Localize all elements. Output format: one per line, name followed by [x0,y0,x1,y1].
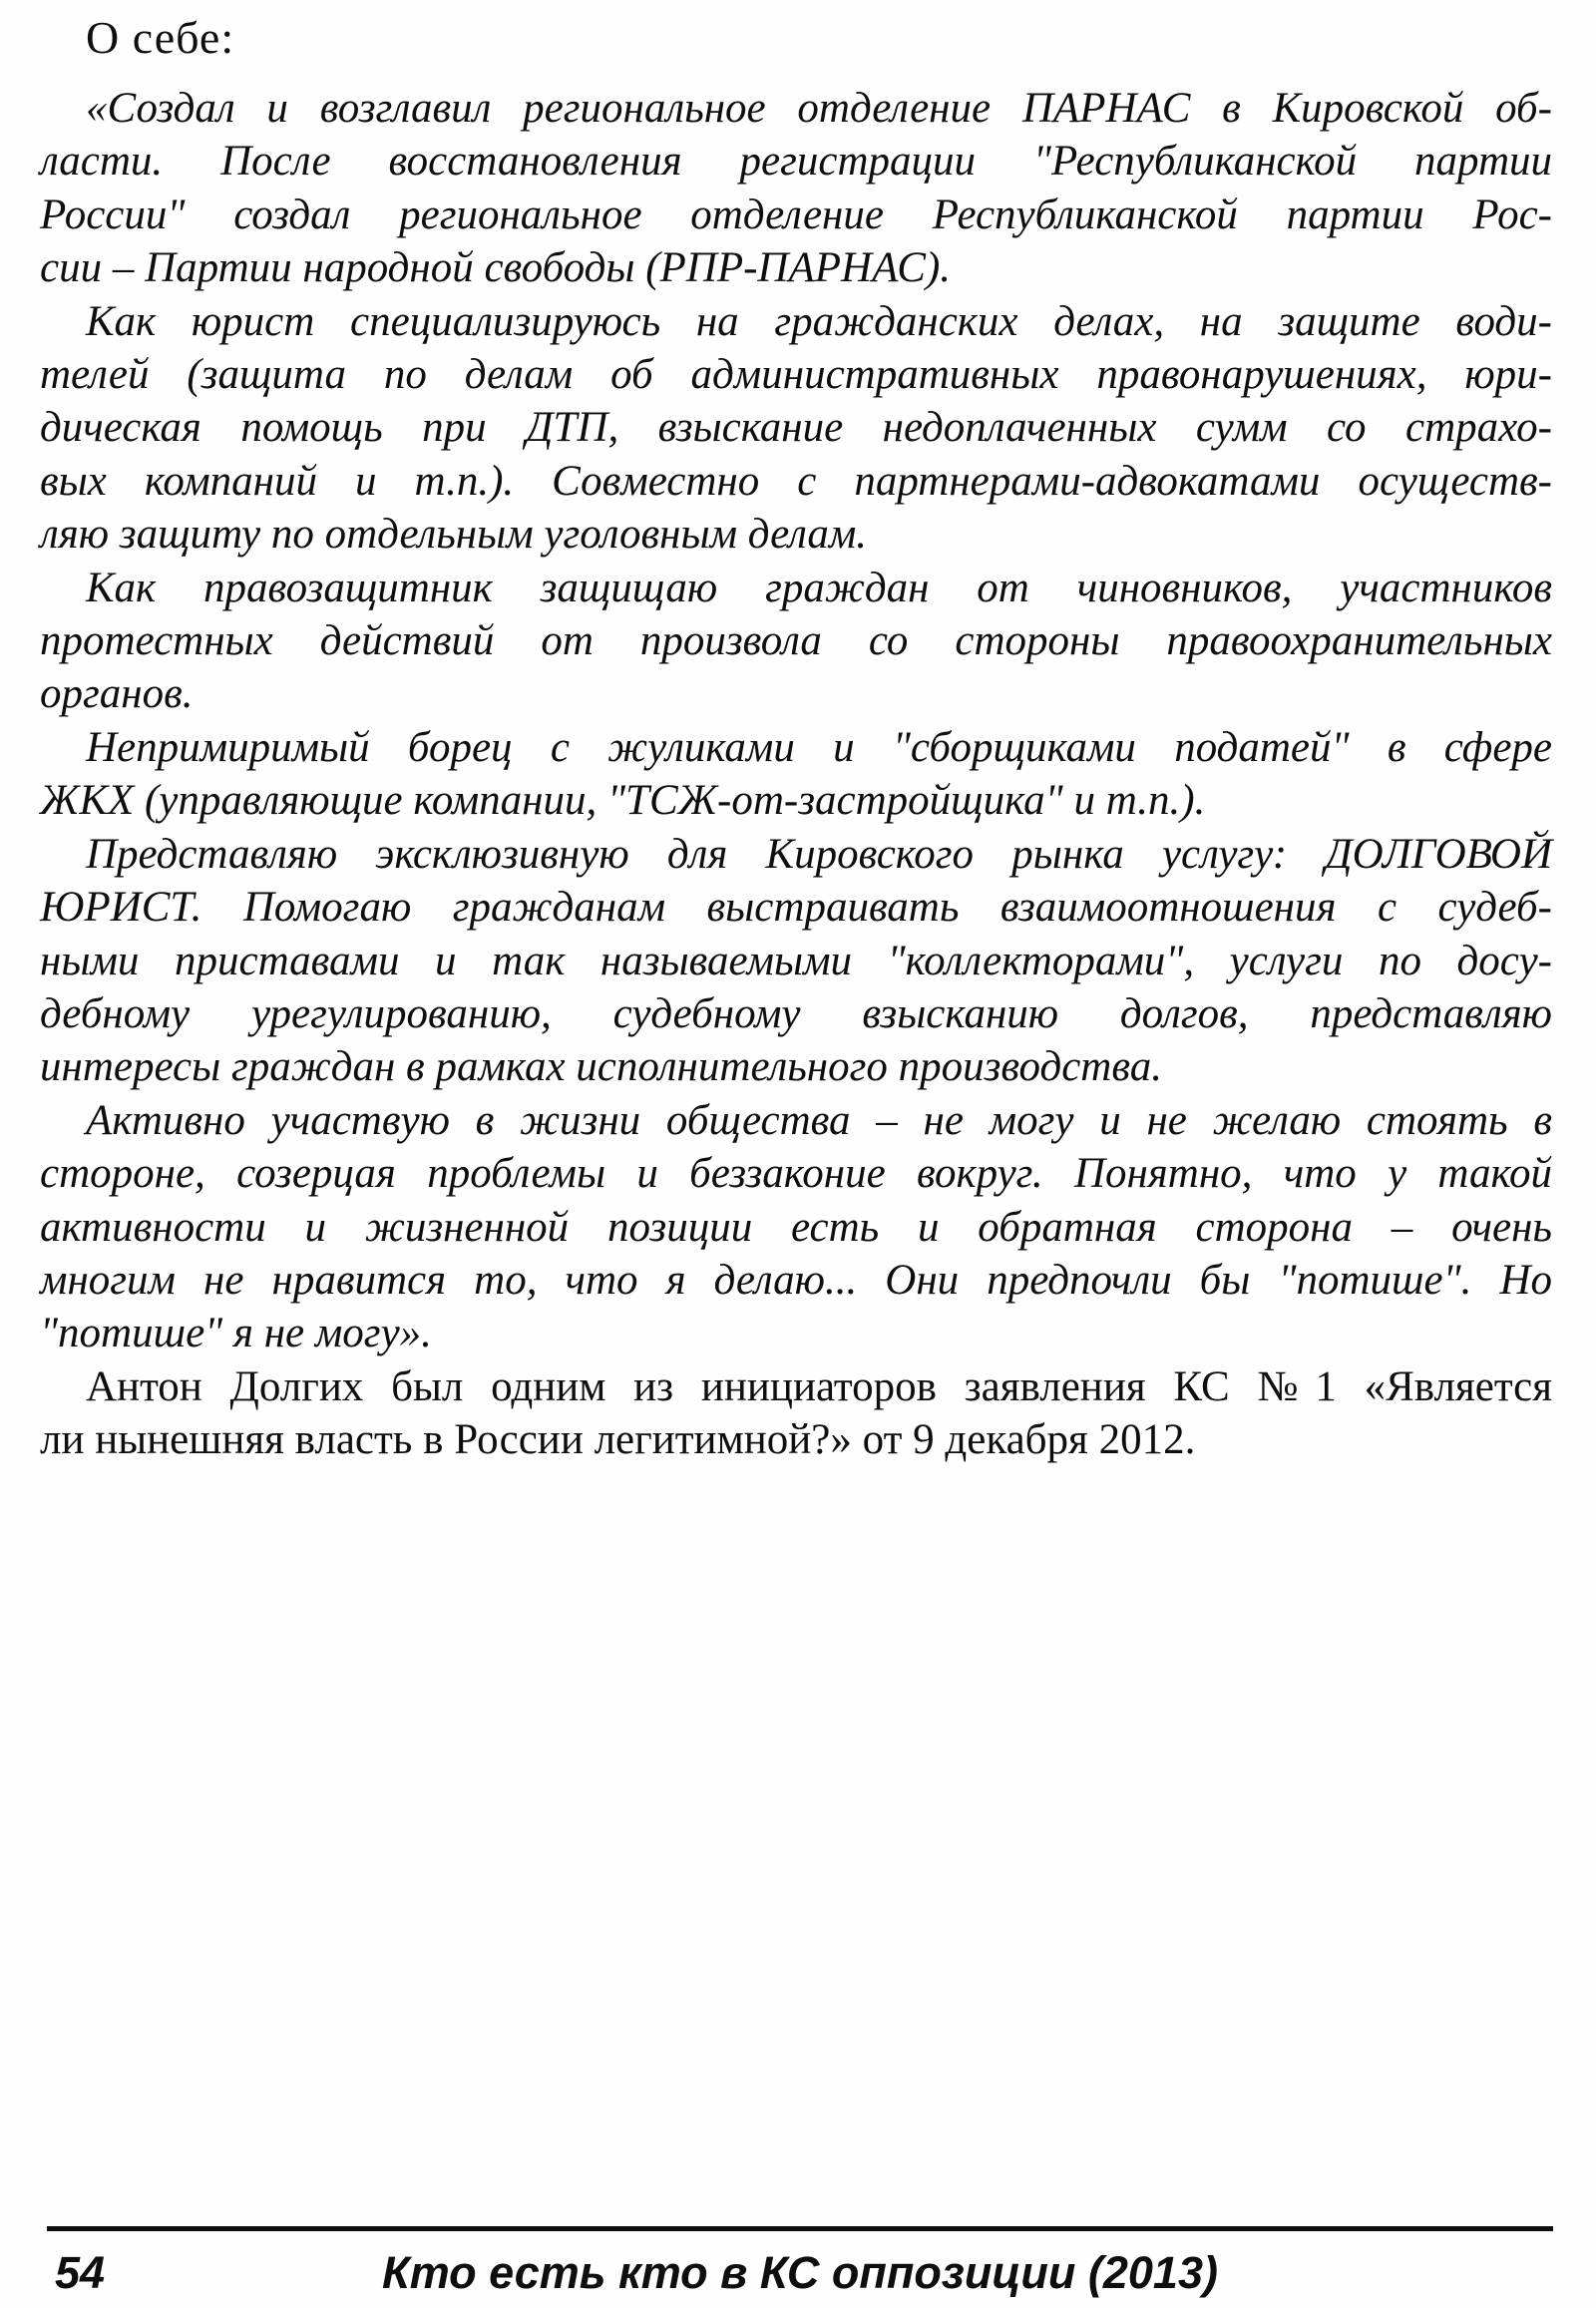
footer-rule [47,2226,1553,2231]
text-line: ляю защиту по отдельным уголовным делам. [40,511,868,559]
text-line: ными приставами и так называемыми "коллекторами", услуги по досу- [40,937,1552,984]
text-line: Непримиримый борец с жуликами и "сборщиками податей" в сфере [86,723,1552,771]
text-line: телей (защита по делам об административных правонарушениях, юри- [40,351,1552,399]
text-line: «Создал и возглавил региональное отделение ПАРНАС в Кировской об- [86,85,1552,132]
text-line: Представляю эксклюзивную для Кировского рынка услугу: ДОЛГОВОЙ [86,830,1552,878]
paragraph [40,295,1552,562]
text-line: стороне, созерцая проблемы и беззаконие вокруг. Понятно, что у такой [40,1150,1552,1198]
text-line: вых компаний и т.п.). Совместно с партнерами-адвокатами осуществ- [40,457,1552,505]
text-line: сии – Партии народной свободы (РПР-ПАРНАС). [40,244,952,292]
text-line: Антон Долгих был одним из инициаторов заявления КС №1 «Является [86,1362,1552,1410]
text-line: дебному урегулированию, судебному взысканию долгов, представляю [40,989,1552,1037]
text-line: России" создал региональное отделение Республиканской партии Рос- [40,191,1552,238]
text-line: интересы граждан в рамках исполнительного производства. [40,1043,1162,1091]
body-text [40,82,1552,1467]
page-footer [47,2241,1553,2305]
paragraph [40,1360,1552,1467]
section-heading: О себе: [86,12,235,63]
text-line: ЮРИСТ. Помогаю гражданам выстраивать взаимоотношения с судеб- [40,884,1552,932]
text-line: Как правозащитник защищаю граждан от чиновников, участников [86,564,1552,611]
text-line: активности и жизненной позиции есть и обратная сторона – очень [40,1203,1552,1251]
paragraph [40,82,1552,295]
running-title: Кто есть кто в КС оппозиции (2013) [382,2247,1218,2298]
text-line: Активно участвую в жизни общества – не могу и не желаю стоять в [86,1096,1552,1144]
text-line: ласти. После восстановления регистрации "Республиканской партии [40,138,1552,186]
text-line: протестных действий от произвола со стороны правоохранительных [40,617,1552,665]
paragraph [40,1094,1552,1360]
text-line: дическая помощь при ДТП, взыскание недоплаченных сумм со страхо- [40,404,1552,452]
text-line: многим не нравится то, что я делаю... Они предпочли бы "потише". Но [40,1256,1552,1304]
paragraph [40,721,1552,828]
text-line: ЖКХ (управляющие компании, "ТСЖ-от-застройщика" и т.п.). [40,777,1206,825]
paragraph [40,828,1552,1094]
page-number: 54 [55,2247,106,2298]
text-line: органов. [40,670,194,718]
paragraph [40,562,1552,721]
text-line: Как юрист специализируюсь на гражданских делах, на защите води- [86,297,1552,345]
text-line: "потише" я не могу». [40,1310,432,1357]
text-line: ли нынешняя власть в России легитимной?» от 9 декабря 2012. [40,1416,1196,1464]
